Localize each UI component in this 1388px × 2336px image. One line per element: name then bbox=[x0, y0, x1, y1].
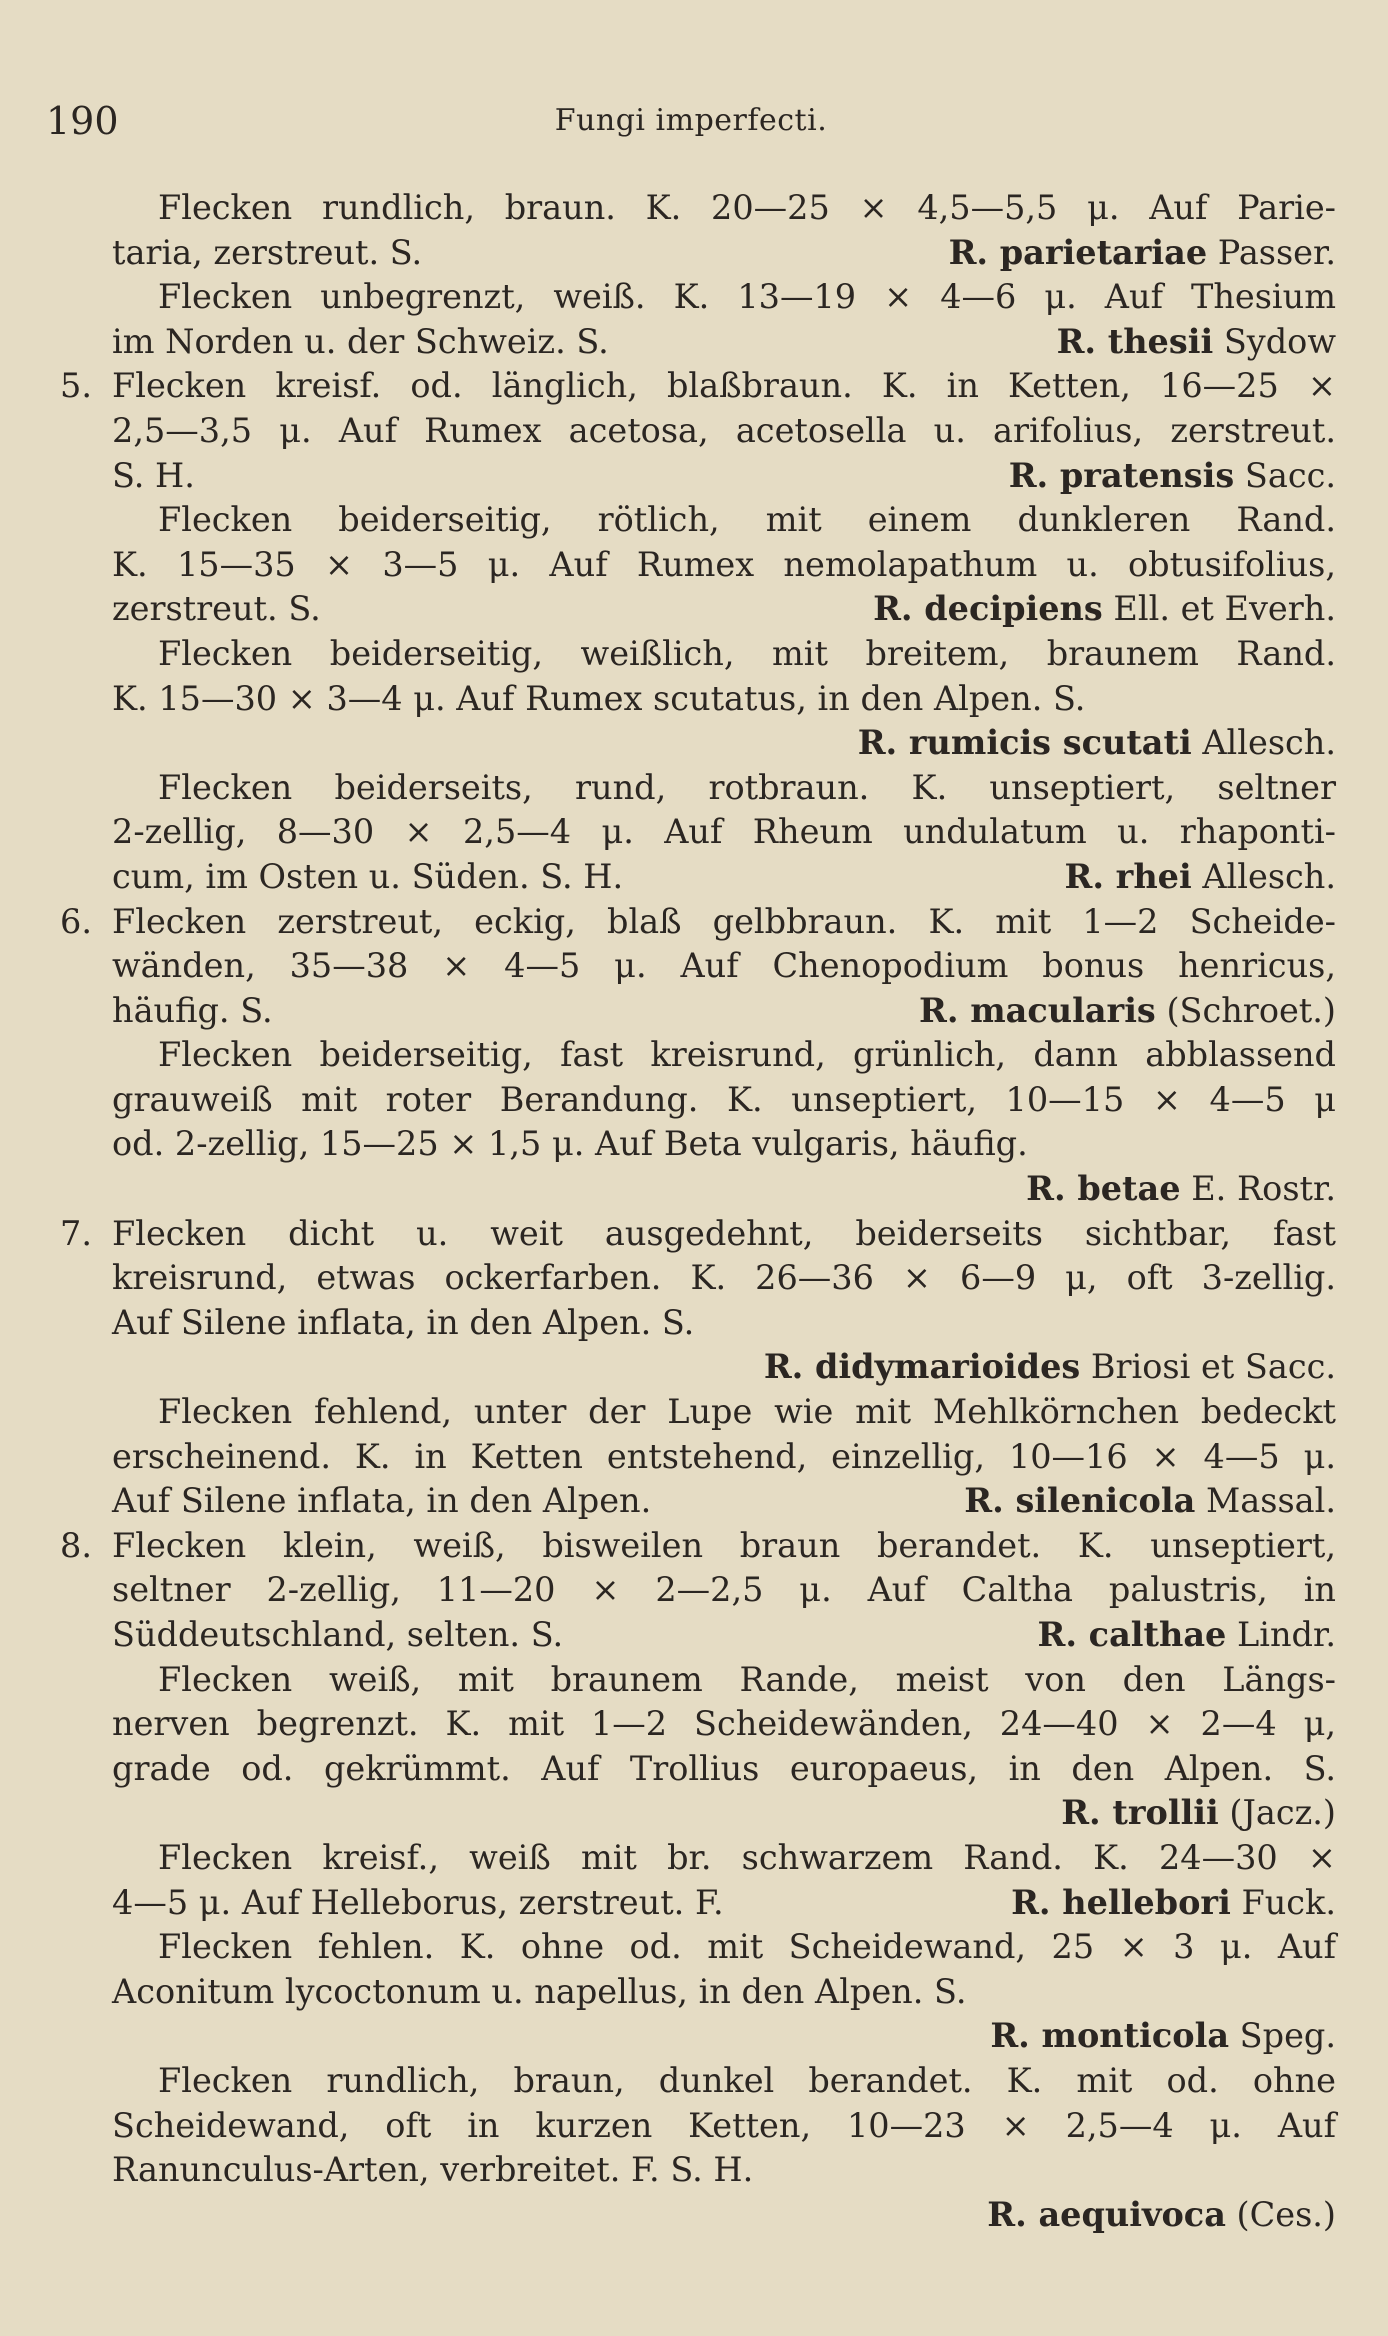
line-text: Flecken kreisf., weiß mit br. schwarzem Rand. K. 24—30 × bbox=[158, 1837, 1336, 1877]
species-binomial: R. trollii bbox=[1061, 1793, 1219, 1833]
species-author: (Ces.) bbox=[1225, 2194, 1336, 2234]
species-name bbox=[990, 2014, 1336, 2059]
text-line bbox=[46, 2014, 1336, 2059]
text-line bbox=[46, 1568, 1336, 1613]
line-text: K. 15—35 × 3—5 μ. Auf Rumex nemolapathum u. obtusifolius, bbox=[112, 544, 1336, 584]
line-text: Flecken unbegrenzt, weiß. K. 13—19 × 4—6 μ. Auf Thesium bbox=[158, 277, 1336, 317]
line-text: cum, im Osten u. Süden. S. H. bbox=[112, 856, 624, 896]
line-text: Auf Silene inflata, in den Alpen. S. bbox=[112, 1302, 695, 1342]
text-line bbox=[46, 1836, 1336, 1881]
line-text: Scheidewand, oft in kurzen Ketten, 10—23 × 2,5—4 μ. Auf bbox=[112, 2105, 1336, 2145]
section-number: 5. bbox=[60, 366, 92, 406]
species-binomial: R. didymarioides bbox=[763, 1347, 1081, 1387]
text-line bbox=[46, 1078, 1336, 1123]
text-line bbox=[46, 944, 1336, 989]
line-text: Flecken beiderseits, rund, rotbraun. K. unseptiert, seltner bbox=[158, 767, 1336, 807]
running-head: Fungi imperfecti. bbox=[554, 103, 828, 138]
line-text: seltner 2-zellig, 11—20 × 2—2,5 μ. Auf Caltha palustris, in bbox=[112, 1570, 1336, 1610]
section-number: 6. bbox=[60, 901, 92, 941]
line-text: nerven begrenzt. K. mit 1—2 Scheidewänden, 24—40 × 2—4 μ, bbox=[112, 1704, 1336, 1744]
line-text: Flecken fehlend, unter der Lupe wie mit Mehlkörnchen bedeckt bbox=[158, 1392, 1336, 1432]
line-text: Flecken rundlich, braun. K. 20—25 × 4,5—5,5 μ. Auf Parie- bbox=[158, 188, 1336, 227]
text-line bbox=[46, 186, 1336, 231]
text-line bbox=[46, 1256, 1336, 1301]
species-name bbox=[1026, 1167, 1336, 1212]
line-text: grade od. gekrümmt. Auf Trollius europaeus, in den Alpen. S. bbox=[112, 1748, 1336, 1788]
species-author: (Jacz.) bbox=[1218, 1793, 1336, 1833]
line-text: kreisrund, etwas ockerfarben. K. 26—36 × 6—9 μ, oft 3-zellig. bbox=[112, 1258, 1336, 1298]
line-text: Flecken beiderseitig, rötlich, mit einem dunkleren Rand. bbox=[158, 500, 1336, 540]
text-line bbox=[46, 587, 1336, 632]
text-line bbox=[46, 364, 1336, 409]
line-text: Aconitum lycoctonum u. napellus, in den Alpen. S. bbox=[112, 1971, 967, 2011]
species-name bbox=[1057, 320, 1336, 365]
species-binomial: R. betae bbox=[1026, 1169, 1181, 1209]
line-text: Flecken weiß, mit braunem Rande, meist von den Längs- bbox=[158, 1659, 1336, 1699]
species-name bbox=[1011, 1881, 1336, 1926]
page-number: 190 bbox=[46, 99, 119, 143]
species-binomial: R. rumicis scutati bbox=[857, 723, 1192, 763]
line-text: Süddeutschland, selten. S. bbox=[112, 1615, 564, 1654]
text-line bbox=[46, 2104, 1336, 2149]
species-binomial: R. calthae bbox=[1037, 1615, 1227, 1654]
line-text: Flecken kreisf. od. länglich, blaßbraun. K. in Ketten, 16—25 × bbox=[112, 366, 1336, 406]
species-author: (Schroet.) bbox=[1155, 990, 1336, 1030]
line-text: erscheinend. K. in Ketten entstehend, einzellig, 10—16 × 4—5 μ. bbox=[112, 1436, 1336, 1476]
text-line bbox=[46, 320, 1336, 365]
page-body bbox=[46, 186, 1336, 2237]
text-line bbox=[46, 454, 1336, 499]
text-line bbox=[46, 677, 1336, 722]
text-line bbox=[46, 900, 1336, 945]
text-line bbox=[46, 1345, 1336, 1390]
line-text: Ranunculus-Arten, verbreitet. F. S. H. bbox=[112, 2150, 754, 2190]
species-author: Speg. bbox=[1229, 2016, 1336, 2056]
line-text: Flecken fehlen. K. ohne od. mit Scheidewand, 25 × 3 μ. Auf bbox=[158, 1927, 1336, 1967]
species-name bbox=[964, 1479, 1336, 1524]
species-binomial: R. decipiens bbox=[873, 589, 1103, 629]
species-author: Passer. bbox=[1207, 232, 1336, 272]
line-text: Flecken beiderseitig, fast kreisrund, grünlich, dann abblassend bbox=[158, 1035, 1336, 1075]
species-binomial: R. parietariae bbox=[948, 232, 1208, 272]
line-text: zerstreut. S. bbox=[112, 589, 321, 629]
section-number: 8. bbox=[60, 1525, 92, 1565]
text-line bbox=[46, 989, 1336, 1034]
section-number: 7. bbox=[60, 1213, 92, 1253]
species-name bbox=[858, 721, 1336, 766]
line-text: Flecken beiderseitig, weißlich, mit breitem, braunem Rand. bbox=[158, 633, 1336, 673]
species-author: Sacc. bbox=[1234, 455, 1336, 495]
line-text: K. 15—30 × 3—4 μ. Auf Rumex scutatus, in den Alpen. S. bbox=[112, 678, 1086, 718]
line-text: grauweiß mit roter Berandung. K. unseptiert, 10—15 × 4—5 μ bbox=[112, 1079, 1336, 1119]
text-line bbox=[46, 766, 1336, 811]
species-name bbox=[1061, 1791, 1336, 1836]
species-author: Briosi et Sacc. bbox=[1080, 1347, 1336, 1387]
line-text: wänden, 35—38 × 4—5 μ. Auf Chenopodium bonus henricus, bbox=[112, 946, 1336, 986]
species-name bbox=[919, 989, 1336, 1034]
text-line bbox=[46, 1925, 1336, 1970]
species-author: Allesch. bbox=[1191, 856, 1336, 896]
species-author: Ell. et Everh. bbox=[1102, 589, 1336, 629]
text-line bbox=[46, 1435, 1336, 1480]
text-line bbox=[46, 1881, 1336, 1926]
species-author: Lindr. bbox=[1226, 1615, 1336, 1654]
species-name bbox=[1065, 855, 1337, 900]
line-text: Auf Silene inflata, in den Alpen. bbox=[112, 1481, 652, 1521]
text-line bbox=[46, 1479, 1336, 1524]
species-author: Sydow bbox=[1213, 321, 1336, 361]
text-line bbox=[46, 721, 1336, 766]
text-line bbox=[46, 2148, 1336, 2193]
line-text: im Norden u. der Schweiz. S. bbox=[112, 321, 609, 361]
line-text: taria, zerstreut. S. bbox=[112, 232, 423, 272]
text-line bbox=[46, 1122, 1336, 1167]
text-line bbox=[46, 810, 1336, 855]
line-text: Flecken rundlich, braun, dunkel berandet. K. mit od. ohne bbox=[158, 2060, 1336, 2100]
text-line bbox=[46, 1301, 1336, 1346]
species-binomial: R. aequivoca bbox=[987, 2194, 1226, 2234]
line-text: od. 2-zellig, 15—25 × 1,5 μ. Auf Beta vulgaris, häufig. bbox=[112, 1124, 1028, 1164]
text-line bbox=[46, 1033, 1336, 1078]
text-line bbox=[46, 409, 1336, 454]
species-binomial: R. macularis bbox=[919, 990, 1156, 1030]
text-line bbox=[46, 543, 1336, 588]
text-line bbox=[46, 632, 1336, 677]
line-text: 2,5—3,5 μ. Auf Rumex acetosa, acetosella u. arifolius, zerstreut. bbox=[112, 410, 1336, 450]
species-author: Fuck. bbox=[1230, 1882, 1336, 1922]
line-text: häufig. S. bbox=[112, 990, 273, 1030]
species-author: Massal. bbox=[1195, 1481, 1336, 1521]
line-text: Flecken dicht u. weit ausgedehnt, beiderseits sichtbar, fast bbox=[112, 1213, 1336, 1253]
text-line bbox=[46, 1658, 1336, 1703]
text-line bbox=[46, 855, 1336, 900]
text-line bbox=[46, 231, 1336, 276]
species-binomial: R. pratensis bbox=[1008, 455, 1235, 495]
text-line bbox=[46, 498, 1336, 543]
text-line bbox=[46, 1702, 1336, 1747]
line-text: 2-zellig, 8—30 × 2,5—4 μ. Auf Rheum undulatum u. rhaponti- bbox=[112, 812, 1336, 852]
species-binomial: R. rhei bbox=[1064, 856, 1192, 896]
text-line bbox=[46, 1747, 1336, 1792]
species-binomial: R. silenicola bbox=[964, 1481, 1196, 1521]
species-name bbox=[873, 587, 1336, 632]
text-line bbox=[46, 275, 1336, 320]
text-line bbox=[46, 2193, 1336, 2238]
species-binomial: R. thesii bbox=[1056, 321, 1214, 361]
text-line bbox=[46, 1390, 1336, 1435]
species-name bbox=[764, 1345, 1336, 1390]
species-name bbox=[1009, 454, 1336, 499]
text-line bbox=[46, 1613, 1336, 1658]
text-line bbox=[46, 1791, 1336, 1836]
text-line bbox=[46, 1524, 1336, 1569]
text-line bbox=[46, 1212, 1336, 1257]
line-text: Flecken klein, weiß, bisweilen braun berandet. K. unseptiert, bbox=[112, 1525, 1336, 1565]
line-text: Flecken zerstreut, eckig, blaß gelbbraun. K. mit 1—2 Scheide- bbox=[112, 901, 1336, 941]
text-line bbox=[46, 1167, 1336, 1212]
page-header bbox=[46, 96, 1336, 146]
line-text: 4—5 μ. Auf Helleborus, zerstreut. F. bbox=[112, 1882, 724, 1922]
text-line bbox=[46, 2059, 1336, 2104]
species-name bbox=[987, 2193, 1336, 2238]
species-binomial: R. hellebori bbox=[1011, 1882, 1231, 1922]
species-name bbox=[949, 231, 1336, 276]
line-text: S. H. bbox=[112, 455, 195, 495]
species-binomial: R. monticola bbox=[990, 2016, 1230, 2056]
species-name bbox=[1038, 1613, 1336, 1658]
species-author: Allesch. bbox=[1191, 723, 1336, 763]
text-line bbox=[46, 1970, 1336, 2015]
species-author: E. Rostr. bbox=[1180, 1169, 1336, 1209]
